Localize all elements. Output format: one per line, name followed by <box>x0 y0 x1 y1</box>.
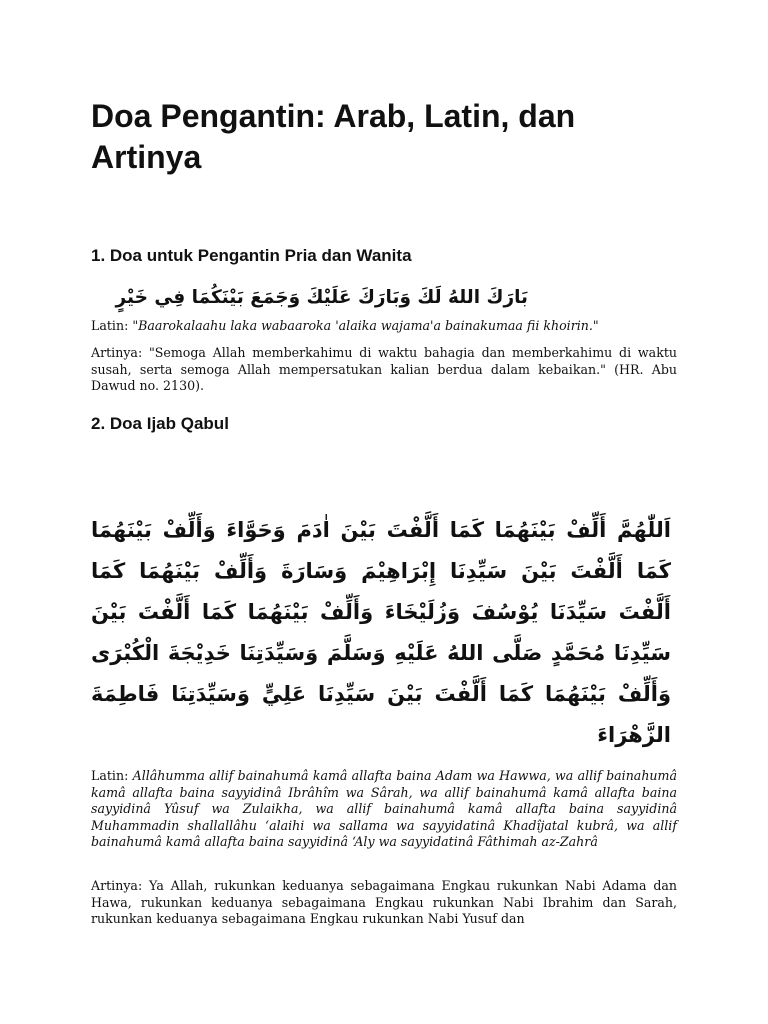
section-1-arabic-text: بَارَكَ اللهُ لَكَ وَبَارَكَ عَلَيْكَ وَجَمَعَ بَيْنَكُمَا فِي خَيْرٍ <box>115 287 528 308</box>
section-2-latin <box>91 768 677 851</box>
section-2-heading: 2. Doa Ijab Qabul <box>91 414 229 433</box>
latin-transliteration: Baarokalaahu laka wabaaroka 'alaika wajama'a bainakumaa fii khoirin. <box>138 318 593 333</box>
latin-closing-quote: " <box>592 318 599 333</box>
latin-label: Latin: " <box>91 318 139 333</box>
latin-label: Latin: <box>91 768 133 783</box>
section-1-heading: 1. Doa untuk Pengantin Pria dan Wanita <box>91 246 412 265</box>
section-2-meaning: Artinya: Ya Allah, rukunkan keduanya sebagaimana Engkau rukunkan Nabi Adama dan Hawa, rukunkan keduanya sebagaimana Engkau rukunkan Nabi Ibrahim dan Sarah, rukunkan keduanya sebagaimana Engkau rukunkan Nabi Yusuf dan <box>91 878 677 927</box>
section-1-latin <box>91 318 677 335</box>
section-1-meaning: Artinya: "Semoga Allah memberkahimu di waktu bahagia dan memberkahimu di waktu susah, serta semoga Allah mempersatukan kalian berdua dalam kebaikan." (HR. Abu Dawud no. 2130). <box>91 345 677 394</box>
latin-transliteration: Allâhumma allif bainahumâ kamâ allafta baina Adam wa Hawwa, wa allif bainahumâ kamâ allafta baina sayyidinâ Ibrâhîm wa Sârah, wa allif bainahumâ kamâ allafta baina sayyidinâ Yûsuf wa Zulaikha, wa allif bainahumâ kamâ allafta baina sayyidinâ Muhammadin shallallâhu ‘alaihi wa sallama wa sayyidatinâ Khadîjatal kubrâ, wa allif bainahumâ kamâ allafta baina sayyidinâ ‘Aly wa sayyidatinâ Fâthimah az-Zahrâ <box>91 768 677 850</box>
section-2-arabic-text: اَللّٰهُمَّ أَلِّفْ بَيْنَهُمَا كَمَا أَلَّفْتَ بَيْنَ اٰدَمَ وَحَوَّاءَ وَأَلِّفْ بَيْنَهُمَا كَمَا أَلَّفْتَ بَيْنَ سَيِّدِنَا إِبْرَاهِيْمَ وَسَارَةَ وَأَلِّفْ بَيْنَهُمَا كَمَا أَلَّفْتَ سَيِّدَنَا يُوْسُفَ وَزُلَيْخَاءَ وَأَلِّفْ بَيْنَهُمَا كَمَا أَلَّفْتَ بَيْنَ سَيِّدِنَا مُحَمَّدٍ صَلَّى اللهُ عَلَيْهِ وَسَلَّمَ وَسَيِّدَتِنَا خَدِيْجَةَ الْكُبْرَى وَأَلِّفْ بَيْنَهُمَا كَمَا أَلَّفْتَ بَيْنَ سَيِّدِنَا عَلِيٍّ وَسَيِّدَتِنَا فَاطِمَةَ الزَّهْرَاءَ <box>91 518 671 747</box>
page-title: Doa Pengantin: Arab, Latin, dan Artinya <box>91 98 576 175</box>
